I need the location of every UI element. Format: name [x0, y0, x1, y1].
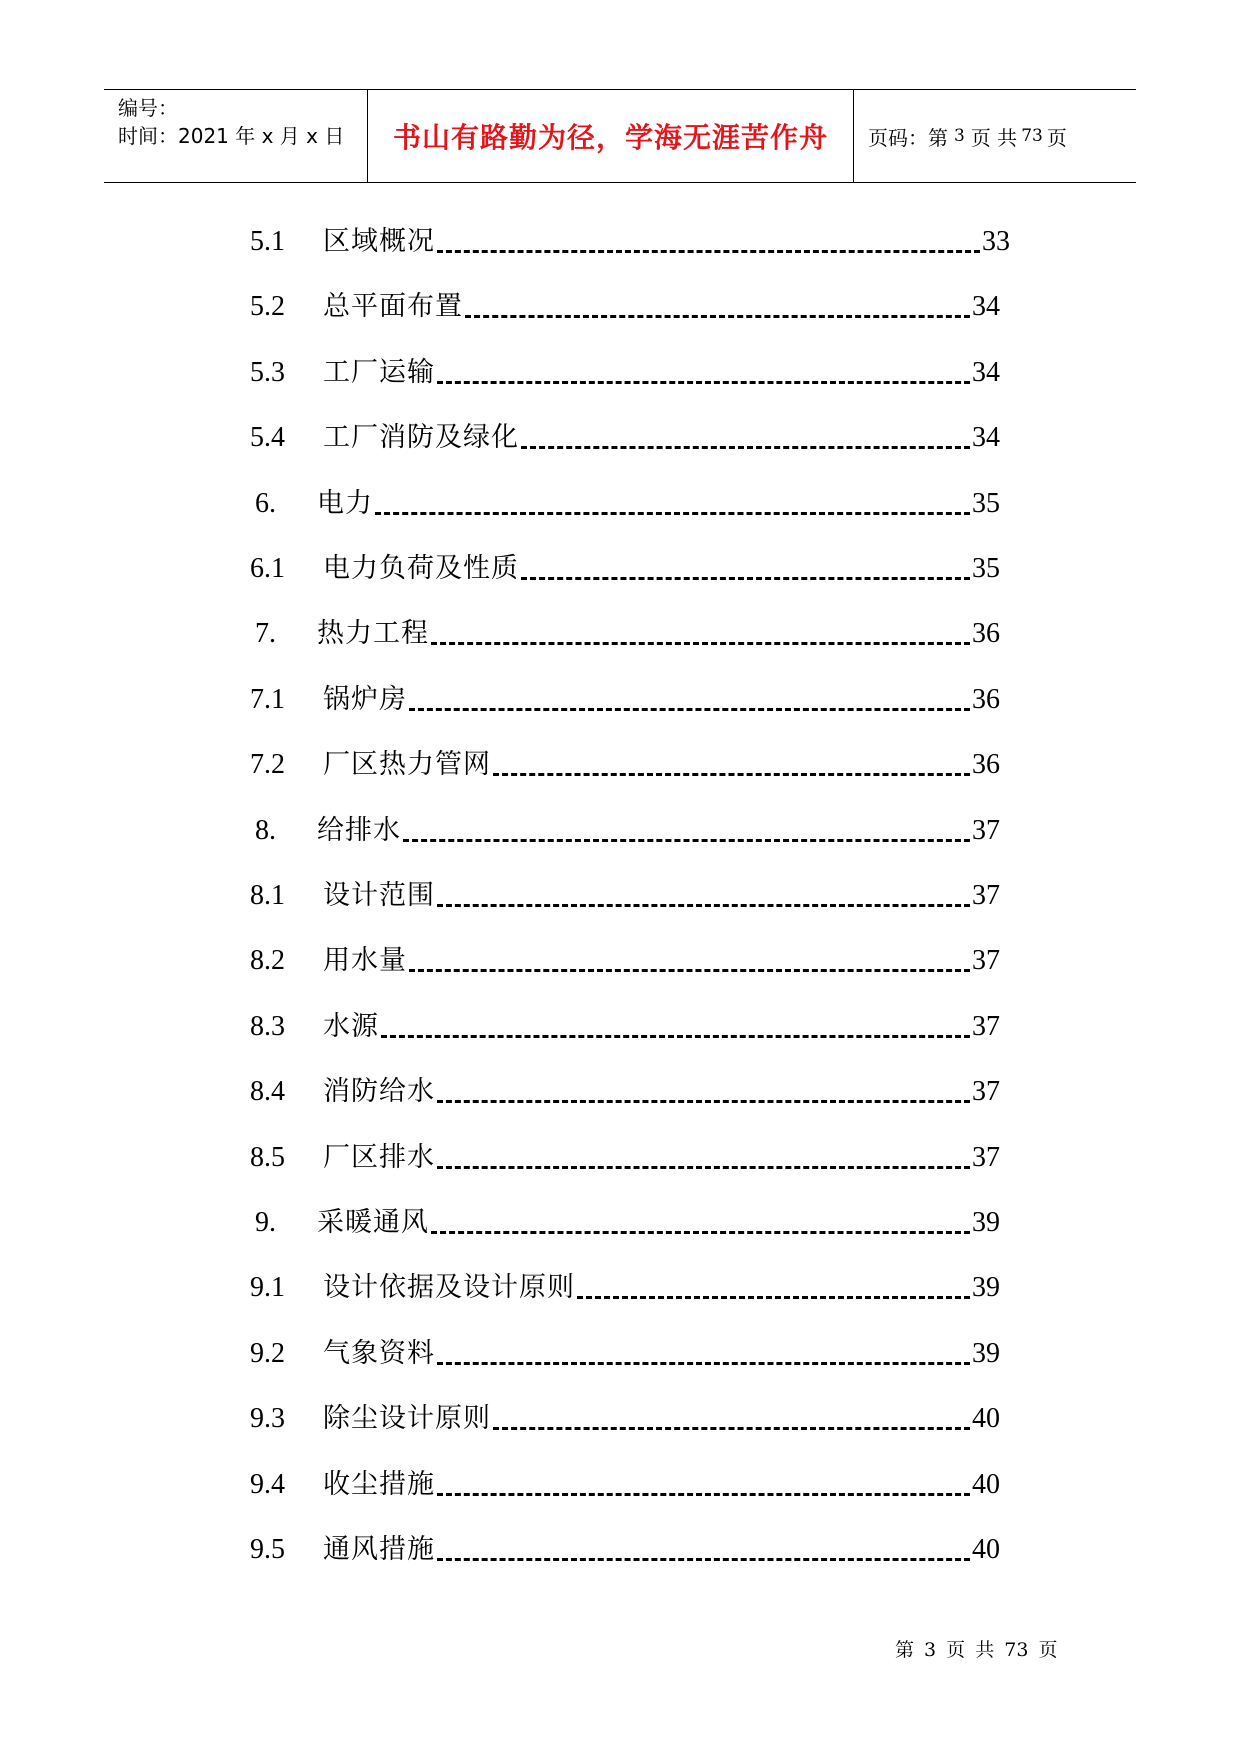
page-suffix: 页 [1046, 125, 1067, 150]
toc-dot-leader [437, 1490, 970, 1496]
toc-entry-page: 37 [972, 1076, 1000, 1108]
toc-entry-page: 36 [972, 683, 1000, 715]
toc-entry-number: 8.5 [250, 1141, 285, 1173]
toc-entry-line [323, 1334, 1000, 1374]
toc-entry-line [323, 941, 1000, 981]
toc-entry-page: 37 [972, 814, 1000, 846]
toc-entry[interactable] [0, 1203, 1241, 1243]
toc-entry-number: 5.2 [250, 291, 285, 323]
toc-entry[interactable] [0, 1465, 1241, 1505]
toc-entry-number: 9.3 [250, 1403, 285, 1435]
toc-dot-leader [409, 966, 970, 972]
toc-dot-leader [437, 1163, 970, 1169]
toc-entry-number: 9. [255, 1207, 276, 1238]
toc-entry-line [317, 614, 1000, 654]
toc-entry-title: 电力 [317, 487, 373, 519]
document-number-label: 编号： [118, 96, 178, 120]
toc-entry-title: 通风措施 [323, 1534, 435, 1565]
toc-entry[interactable] [0, 811, 1241, 851]
toc-entry-title: 工厂运输 [323, 356, 435, 388]
toc-entry-title: 厂区热力管网 [323, 749, 491, 781]
page-total: 73 [1021, 126, 1043, 146]
document-date: 时间：2021 年 x 月 x 日 [118, 124, 345, 148]
toc-entry-line [323, 1007, 1000, 1047]
toc-entry-page: 34 [972, 291, 1000, 323]
toc-entry-line [323, 1268, 1000, 1308]
toc-dot-leader [437, 901, 970, 907]
toc-dot-leader [437, 1097, 970, 1103]
toc-dot-leader [437, 247, 980, 253]
toc-entry-number: 9.2 [250, 1337, 285, 1369]
toc-entry-page: 39 [972, 1272, 1000, 1304]
toc-entry[interactable] [0, 876, 1241, 916]
toc-entry-page: 37 [972, 1141, 1000, 1173]
toc-entry-title: 收尘措施 [323, 1468, 435, 1500]
toc-entry-title: 消防给水 [323, 1076, 435, 1108]
toc-entry-number: 9.5 [250, 1534, 285, 1565]
toc-entry-title: 水源 [323, 1010, 379, 1042]
toc-entry-page: 34 [972, 422, 1000, 454]
toc-dot-leader [465, 312, 970, 318]
toc-entry-line [323, 222, 1010, 262]
toc-entry-title: 给排水 [317, 814, 401, 846]
toc-entry[interactable] [0, 1399, 1241, 1439]
toc-entry-title: 锅炉房 [323, 683, 407, 715]
toc-entry-line [323, 353, 1000, 393]
toc-entry-line [323, 1530, 1000, 1570]
toc-dot-leader [381, 1032, 970, 1038]
toc-entry-line [323, 549, 1000, 589]
toc-entry-title: 除尘设计原则 [323, 1403, 491, 1435]
header-meta [104, 90, 368, 182]
toc-dot-leader [431, 1228, 970, 1234]
toc-entry[interactable] [0, 1138, 1241, 1178]
toc-entry[interactable] [0, 484, 1241, 524]
toc-entry-number: 6. [255, 487, 276, 519]
toc-entry-page: 40 [972, 1468, 1000, 1500]
toc-entry-title: 气象资料 [323, 1337, 435, 1369]
toc-entry-number: 6.1 [250, 553, 285, 584]
toc-entry-page: 39 [972, 1207, 1000, 1238]
toc-entry-page: 33 [982, 226, 1010, 257]
toc-entry-title: 用水量 [323, 945, 407, 977]
toc-entry[interactable] [0, 287, 1241, 327]
toc-entry-title: 总平面布置 [323, 291, 463, 323]
toc-entry-title: 工厂消防及绿化 [323, 422, 519, 454]
toc-entry-line [323, 1138, 1000, 1178]
toc-entry-number: 9.1 [250, 1272, 285, 1304]
toc-entry-title: 热力工程 [317, 618, 429, 650]
toc-dot-leader [493, 1424, 970, 1430]
page-current: 3 [954, 126, 965, 146]
toc-entry[interactable] [0, 1334, 1241, 1374]
toc-entry-title: 厂区排水 [323, 1141, 435, 1173]
header-page-number [854, 90, 1136, 182]
toc-entry-line [323, 745, 1000, 785]
toc-entry-page: 35 [972, 553, 1000, 584]
toc-dot-leader [431, 639, 970, 645]
toc-entry-line [317, 484, 1000, 524]
toc-entry[interactable] [0, 1268, 1241, 1308]
toc-entry-line [323, 287, 1000, 327]
toc-entry-title: 设计依据及设计原则 [323, 1272, 575, 1304]
toc-entry-page: 37 [972, 880, 1000, 911]
header-motto-cell [368, 90, 854, 182]
toc-dot-leader [409, 705, 970, 711]
toc-entry-line [323, 1072, 1000, 1112]
toc-entry-number: 7.1 [250, 683, 285, 715]
toc-entry-page: 35 [972, 487, 1000, 519]
toc-entry[interactable] [0, 941, 1241, 981]
toc-dot-leader [577, 1293, 970, 1299]
toc-dot-leader [437, 1555, 970, 1561]
toc-entry-number: 8.3 [250, 1010, 285, 1042]
toc-entry-line [317, 811, 1000, 851]
page-mid: 页 共 [970, 125, 1018, 150]
toc-entry[interactable] [0, 353, 1241, 393]
toc-entry-line [323, 680, 1000, 720]
page-header [104, 89, 1136, 183]
toc-entry[interactable] [0, 680, 1241, 720]
toc-entry-page: 40 [972, 1403, 1000, 1435]
toc-entry-line [323, 876, 1000, 916]
toc-entry-title: 电力负荷及性质 [323, 553, 519, 584]
toc-entry-title: 设计范围 [323, 880, 435, 911]
toc-dot-leader [375, 509, 970, 515]
toc-entry-line [317, 1203, 1000, 1243]
toc-entry-number: 7. [255, 618, 276, 650]
toc-entry-line [323, 1399, 1000, 1439]
toc-entry-number: 5.1 [250, 226, 285, 257]
toc-dot-leader [493, 770, 970, 776]
toc-entry-number: 8.4 [250, 1076, 285, 1108]
toc-entry-number: 8.1 [250, 880, 285, 911]
toc-entry-title: 区域概况 [323, 226, 435, 257]
toc-entry-line [323, 1465, 1000, 1505]
toc-dot-leader [521, 443, 970, 449]
toc-entry-page: 39 [972, 1337, 1000, 1369]
page-footer: 第 3 页 共 73 页 [895, 1639, 1058, 1661]
toc-entry[interactable] [0, 549, 1241, 589]
toc-dot-leader [521, 574, 970, 580]
toc-entry-page: 36 [972, 749, 1000, 781]
toc-entry-page: 37 [972, 945, 1000, 977]
toc-entry[interactable] [0, 418, 1241, 458]
toc-entry[interactable] [0, 1530, 1241, 1570]
toc-entry-number: 9.4 [250, 1468, 285, 1500]
toc-entry[interactable] [0, 1072, 1241, 1112]
toc-entry[interactable] [0, 745, 1241, 785]
toc-dot-leader [403, 836, 970, 842]
toc-dot-leader [437, 378, 970, 384]
toc-entry-number: 5.4 [250, 422, 285, 454]
toc-entry[interactable] [0, 222, 1241, 262]
toc-entry-page: 34 [972, 356, 1000, 388]
toc-entry-title: 采暖通风 [317, 1207, 429, 1238]
toc-entry-number: 8.2 [250, 945, 285, 977]
toc-entry-number: 8. [255, 814, 276, 846]
toc-entry-number: 7.2 [250, 749, 285, 781]
toc-entry[interactable] [0, 1007, 1241, 1047]
toc-entry-page: 36 [972, 618, 1000, 650]
toc-entry-line [323, 418, 1000, 458]
toc-entry[interactable] [0, 614, 1241, 654]
toc-entry-page: 40 [972, 1534, 1000, 1565]
toc-entry-page: 37 [972, 1010, 1000, 1042]
page-prefix: 页码：第 [868, 125, 948, 150]
toc-dot-leader [437, 1359, 970, 1365]
header-motto: 书山有路勤为径，学海无涯苦作舟 [392, 121, 828, 154]
toc-entry-number: 5.3 [250, 356, 285, 388]
